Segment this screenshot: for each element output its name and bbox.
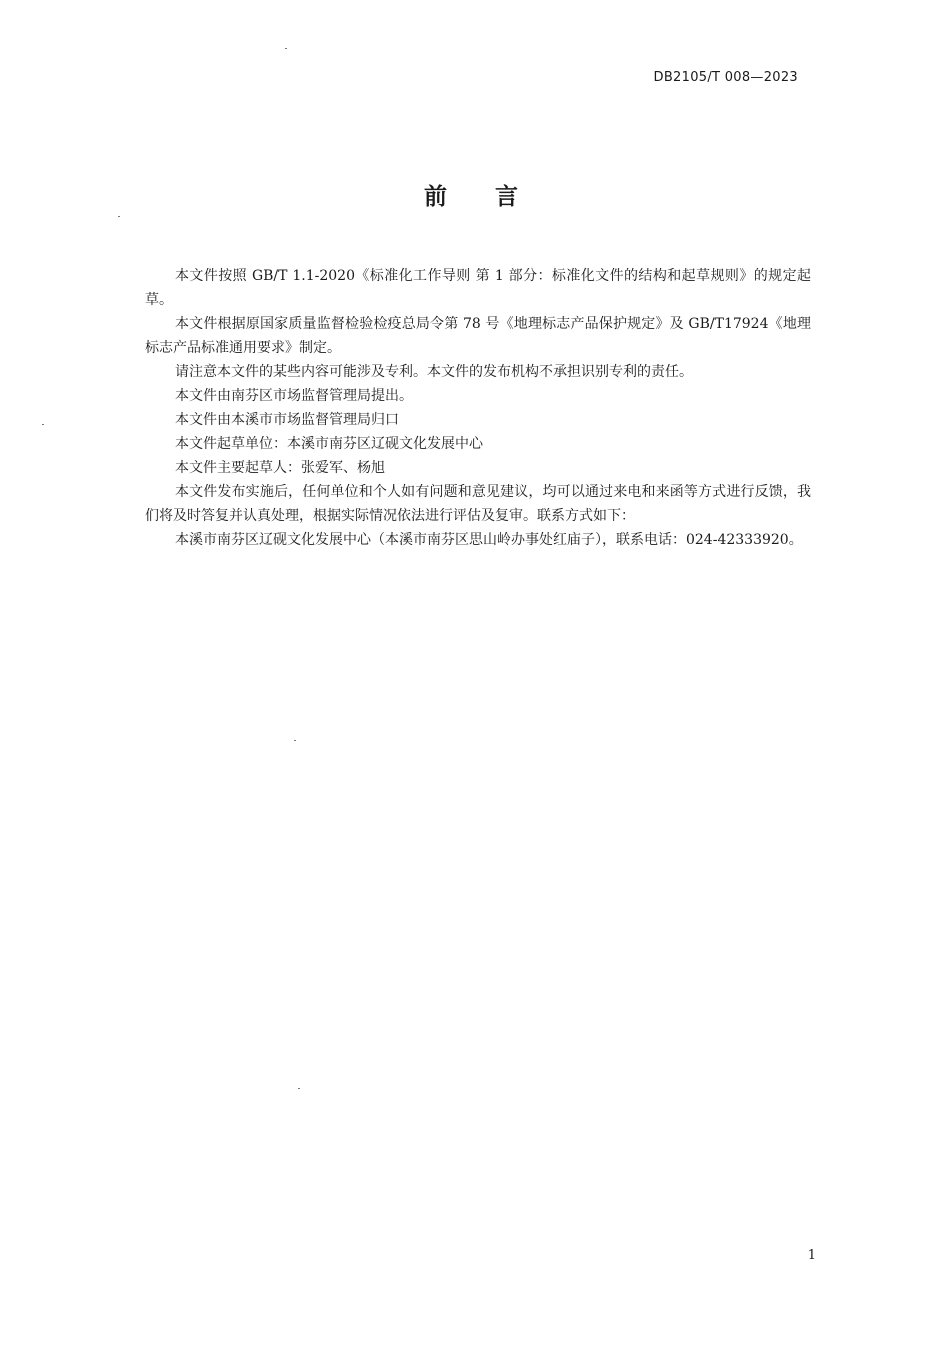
paragraph-centralized-by: 本文件由本溪市市场监督管理局归口 — [175, 412, 399, 428]
scan-speck — [294, 740, 296, 741]
paragraph-main-drafters: 本文件主要起草人：张爱军、杨旭 — [175, 460, 385, 476]
foreword-body — [145, 264, 811, 552]
paragraph-formulation-basis: 本文件根据原国家质量监督检验检疫总局令第 78 号《地理标志产品保护规定》及 GB/T17924《地理标志产品标准通用要求》制定。 — [145, 316, 811, 356]
scan-speck — [42, 424, 44, 425]
scan-speck — [285, 48, 287, 49]
paragraph-proposer: 本文件由南芬区市场监督管理局提出。 — [175, 388, 413, 404]
paragraph-drafting-basis: 本文件按照 GB/T 1.1-2020《标准化工作导则 第 1 部分：标准化文件的结构和起草规则》的规定起草。 — [145, 268, 811, 308]
page-number: 1 — [807, 1248, 816, 1263]
paragraph-drafting-unit: 本文件起草单位：本溪市南芬区辽砚文化发展中心 — [175, 436, 483, 452]
paragraph-feedback: 本文件发布实施后，任何单位和个人如有问题和意见建议，均可以通过来电和来函等方式进行反馈，我们将及时答复并认真处理，根据实际情况依法进行评估及复审。联系方式如下： — [145, 484, 811, 524]
scan-speck — [298, 1088, 300, 1089]
paragraph-patent-notice: 请注意本文件的某些内容可能涉及专利。本文件的发布机构不承担识别专利的责任。 — [175, 364, 693, 380]
page-title: 前言 — [424, 184, 566, 210]
scan-speck — [118, 216, 120, 217]
paragraph-contact-info: 本溪市南芬区辽砚文化发展中心（本溪市南芬区思山岭办事处红庙子），联系电话：024-42333920。 — [175, 532, 803, 548]
document-code: DB2105/T 008—2023 — [653, 70, 798, 85]
